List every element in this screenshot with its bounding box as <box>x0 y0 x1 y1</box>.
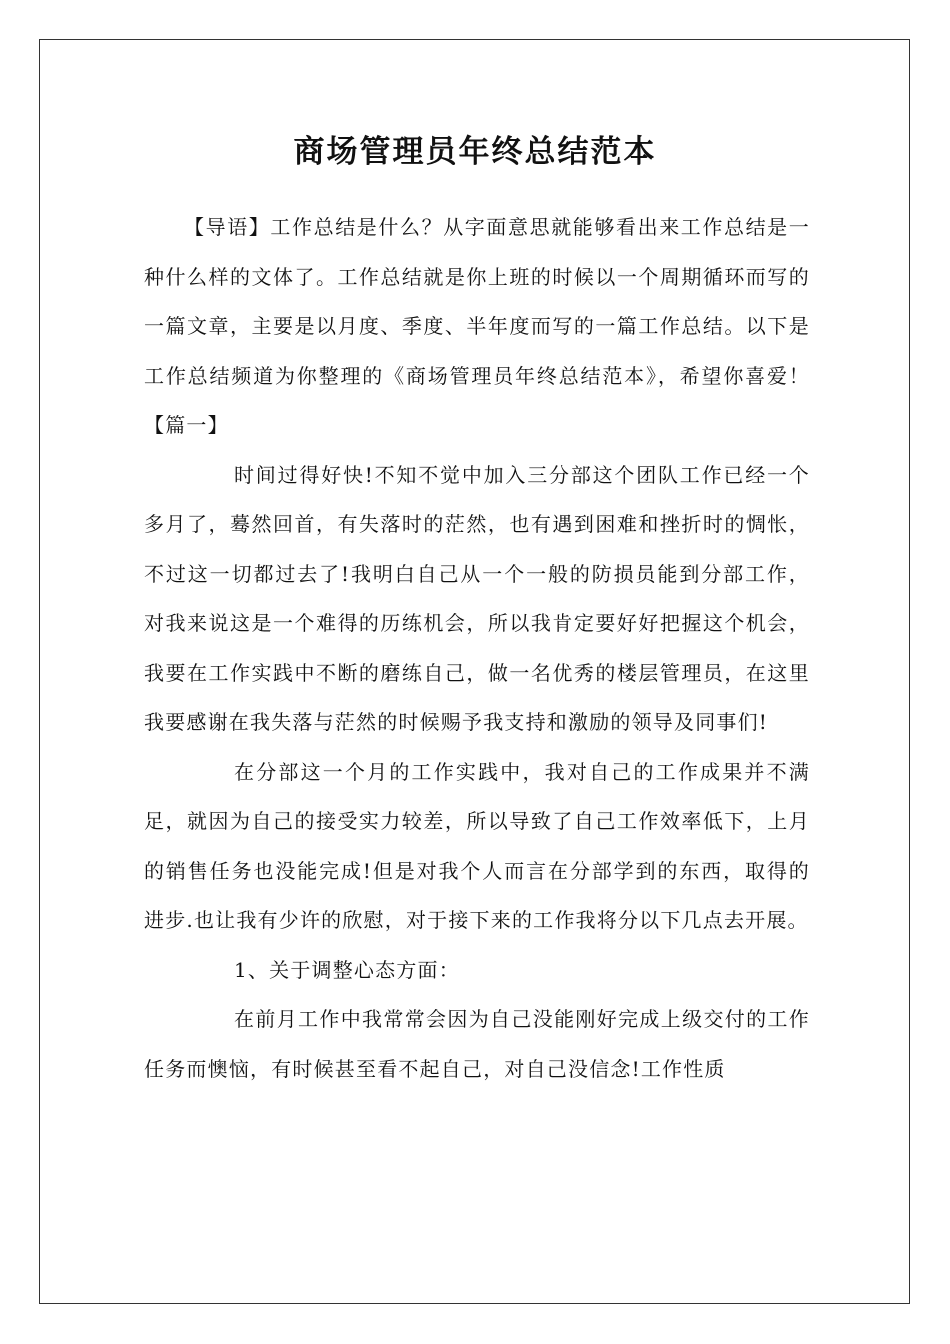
page-title: 商场管理员年终总结范本 <box>293 134 657 170</box>
body-paragraph-2: 在分部这一个月的工作实践中，我对自己的工作成果并不满足，就因为自己的接受实力较差，所以导致了自己工作效率低下，上月的销售任务也没能完成!但是对我个人而言在分部学到的东西，取得的进步.也让我有少许的欣慰，对于接下来的工作我将分以下几点去开展。 <box>144 759 810 932</box>
document-body <box>144 203 810 1094</box>
body-paragraph-1: 时间过得好快!不知不觉中加入三分部这个团队工作已经一个多月了，蓦然回首，有失落时的茫然，也有遇到困难和挫折时的惆怅，不过这一切都过去了!我明白自己从一个一般的防损员能到分部工作，对我来说这是一个难得的历练机会，所以我肯定要好好把握这个机会，我要在工作实践中不断的磨练自己，做一名优秀的楼层管理员，在这里我要感谢在我失落与茫然的时候赐予我支持和激励的领导及同事们! <box>144 462 810 734</box>
body-paragraph-3: 在前月工作中我常常会因为自己没能刚好完成上级交付的工作任务而懊恼，有时候甚至看不起自己，对自己没信念!工作性质 <box>144 1007 810 1081</box>
intro-paragraph: 【导语】工作总结是什么？从字面意思就能够看出来工作总结是一种什么样的文体了。工作总结就是你上班的时候以一个周期循环而写的一篇文章，主要是以月度、季度、半年度而写的一篇工作总结。以下是工作总结频道为你整理的《商场管理员年终总结范本》，希望你喜爱！【篇一】 <box>144 215 810 437</box>
section-heading: 1、关于调整心态方面： <box>234 957 460 982</box>
